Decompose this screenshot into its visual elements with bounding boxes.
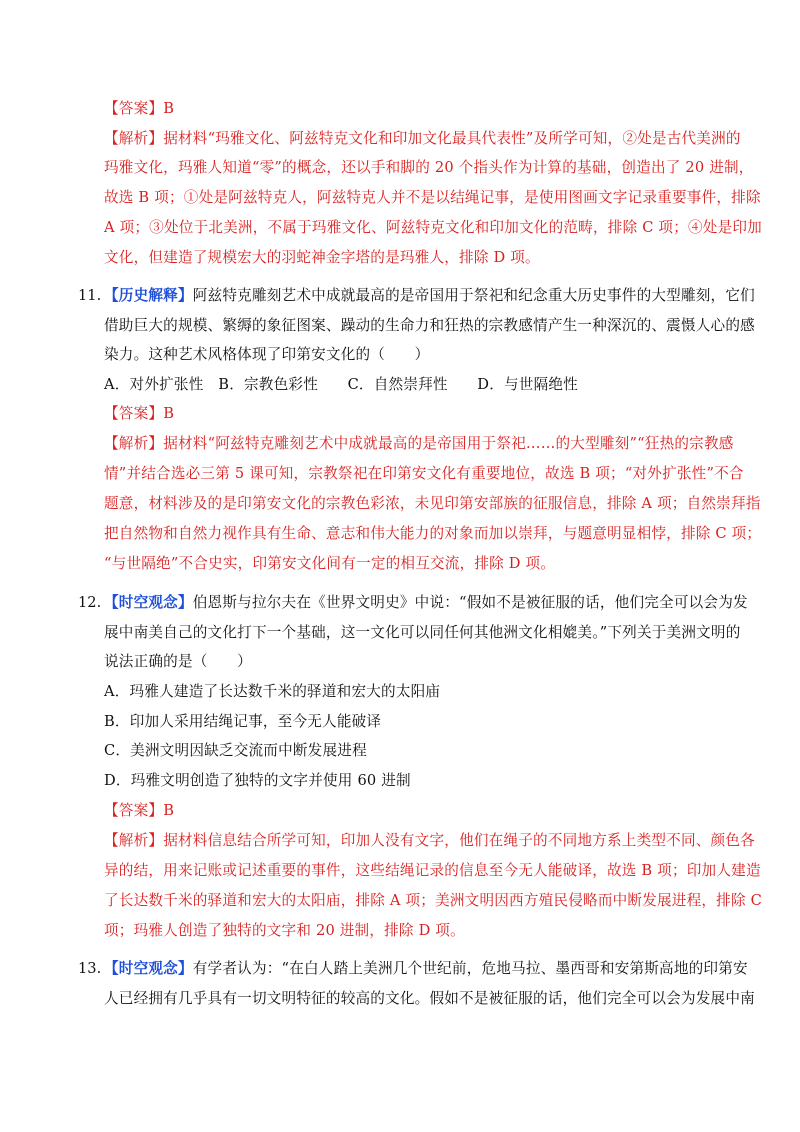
q11-stem-line-3: 染力。这种艺术风格体现了印第安文化的（ ） (104, 346, 430, 363)
q12-stem-line-2: 展中南美自己的文化打下一个基础，这一文化可以同任何其他洲文化相媲美。”下列关于美洲文明的 (104, 624, 741, 641)
q12-analysis-line-2: 异的结，用来记账或记述重要的事件，这些结绳记录的信息至今无人能破译，故选 B 项；印加人建造 (104, 862, 761, 879)
q10-analysis-line-5: 文化，但建造了规模宏大的羽蛇神金字塔的是玛雅人，排除 D 项。 (104, 249, 540, 266)
q10-answer (104, 99, 174, 119)
q12-stem-line-3: 说法正确的是（ ） (104, 653, 252, 670)
q11-tag: 【历史解释】 (104, 287, 193, 304)
q12-option-a: A．玛雅人建造了长达数千米的驿道和宏大的太阳庙 (104, 683, 441, 700)
answer-tag: 【答案】 (104, 802, 164, 819)
q11-analysis-line-3: 题意，材料涉及的是印第安文化的宗教色彩浓，未见印第安部族的征服信息，排除 A 项；自然崇拜指 (104, 495, 761, 512)
q12-number: 12. (78, 594, 102, 611)
analysis-tag: 【解析】 (104, 130, 164, 147)
answer-tag: 【答案】 (104, 100, 164, 117)
q12-option-c: C．美洲文明因缺乏交流而中断发展进程 (104, 742, 367, 759)
analysis-tag: 【解析】 (104, 832, 164, 849)
q12-stem-line-1: 【时空观念】伯恩斯与拉尔夫在《世界文明史》中说：“假如不是被征服的话，他们完全可以会为发 (104, 594, 748, 611)
q12-tag: 【时空观念】 (104, 594, 193, 611)
q12-analysis-line-1: 【解析】据材料信息结合所学可知，印加人没有文字，他们在绳子的不同地方系上类型不同、颜色各 (104, 832, 755, 849)
q12-answer (104, 801, 174, 821)
q10-analysis-line-2: 玛雅文化，玛雅人知道“零”的概念，还以手和脚的 20 个指头作为计算的基础，创造出了 20 进制， (104, 159, 754, 176)
q11-stem-line-2: 借助巨大的规模、繁缛的象征图案、躁动的生命力和狂热的宗教感情产生一种深沉的、震慑人心的感 (104, 317, 755, 334)
q11-answer (104, 404, 174, 424)
q11-analysis-line-1: 【解析】据材料“阿兹特克雕刻艺术中成就最高的是帝国用于祭祀……的大型雕刻”“狂热的宗教感 (104, 435, 734, 452)
q13-tag: 【时空观念】 (104, 960, 193, 977)
q12-analysis-line-3: 了长达数千米的驿道和宏大的太阳庙，排除 A 项；美洲文明因西方殖民侵略而中断发展进程，排除 C (104, 892, 762, 909)
answer-value: B (163, 100, 175, 117)
q10-analysis-line-3: 故选 B 项；①处是阿兹特克人，阿兹特克人并不是以结绳记事，是使用图画文字记录重要事件，排除 (104, 189, 761, 206)
q13-stem-line-2: 人已经拥有几乎具有一切文明特征的较高的文化。假如不是被征服的话，他们完全可以会为发展中南 (104, 990, 755, 1007)
answer-value: B (163, 405, 175, 422)
q10-analysis-line-1: 【解析】据材料“玛雅文化、阿兹特克文化和印加文化最具代表性”及所学可知，②处是古代美洲的 (104, 130, 741, 147)
q11-number: 11. (78, 287, 102, 304)
q13-number: 13. (78, 960, 102, 977)
q12-option-d: D．玛雅文明创造了独特的文字并使用 60 进制 (104, 772, 411, 789)
answer-tag: 【答案】 (104, 405, 164, 422)
q12-analysis-line-4: 项；玛雅人创造了独特的文字和 20 进制，排除 D 项。 (104, 922, 465, 939)
q10-analysis-line-4: A 项；③处位于北美洲，不属于玛雅文化、阿兹特克文化和印加文化的范畴，排除 C 项；④处是印加 (104, 219, 762, 236)
analysis-tag: 【解析】 (104, 435, 164, 452)
q11-analysis-line-5: “与世隔绝”不合史实，印第安文化间有一定的相互交流，排除 D 项。 (104, 555, 556, 572)
q13-stem-line-1: 【时空观念】有学者认为：“在白人踏上美洲几个世纪前，危地马拉、墨西哥和安第斯高地的印第安 (104, 960, 748, 977)
q11-stem-line-1: 【历史解释】阿兹特克雕刻艺术中成就最高的是帝国用于祭祀和纪念重大历史事件的大型雕刻，它们 (104, 287, 755, 304)
answer-value: B (163, 802, 175, 819)
q12-option-b: B．印加人采用结绳记事，至今无人能破译 (104, 713, 382, 730)
q11-analysis-line-4: 把自然物和自然力视作具有生命、意志和伟大能力的对象而加以崇拜，与题意明显相悖，排除 C 项； (104, 525, 762, 542)
q11-analysis-line-2: 情”并结合选必三第 5 课可知，宗教祭祀在印第安文化有重要地位，故选 B 项；“对外扩张性”不合 (104, 465, 744, 482)
q11-options: A．对外扩张性 B．宗教色彩性 C．自然崇拜性 D．与世隔绝性 (104, 376, 578, 393)
